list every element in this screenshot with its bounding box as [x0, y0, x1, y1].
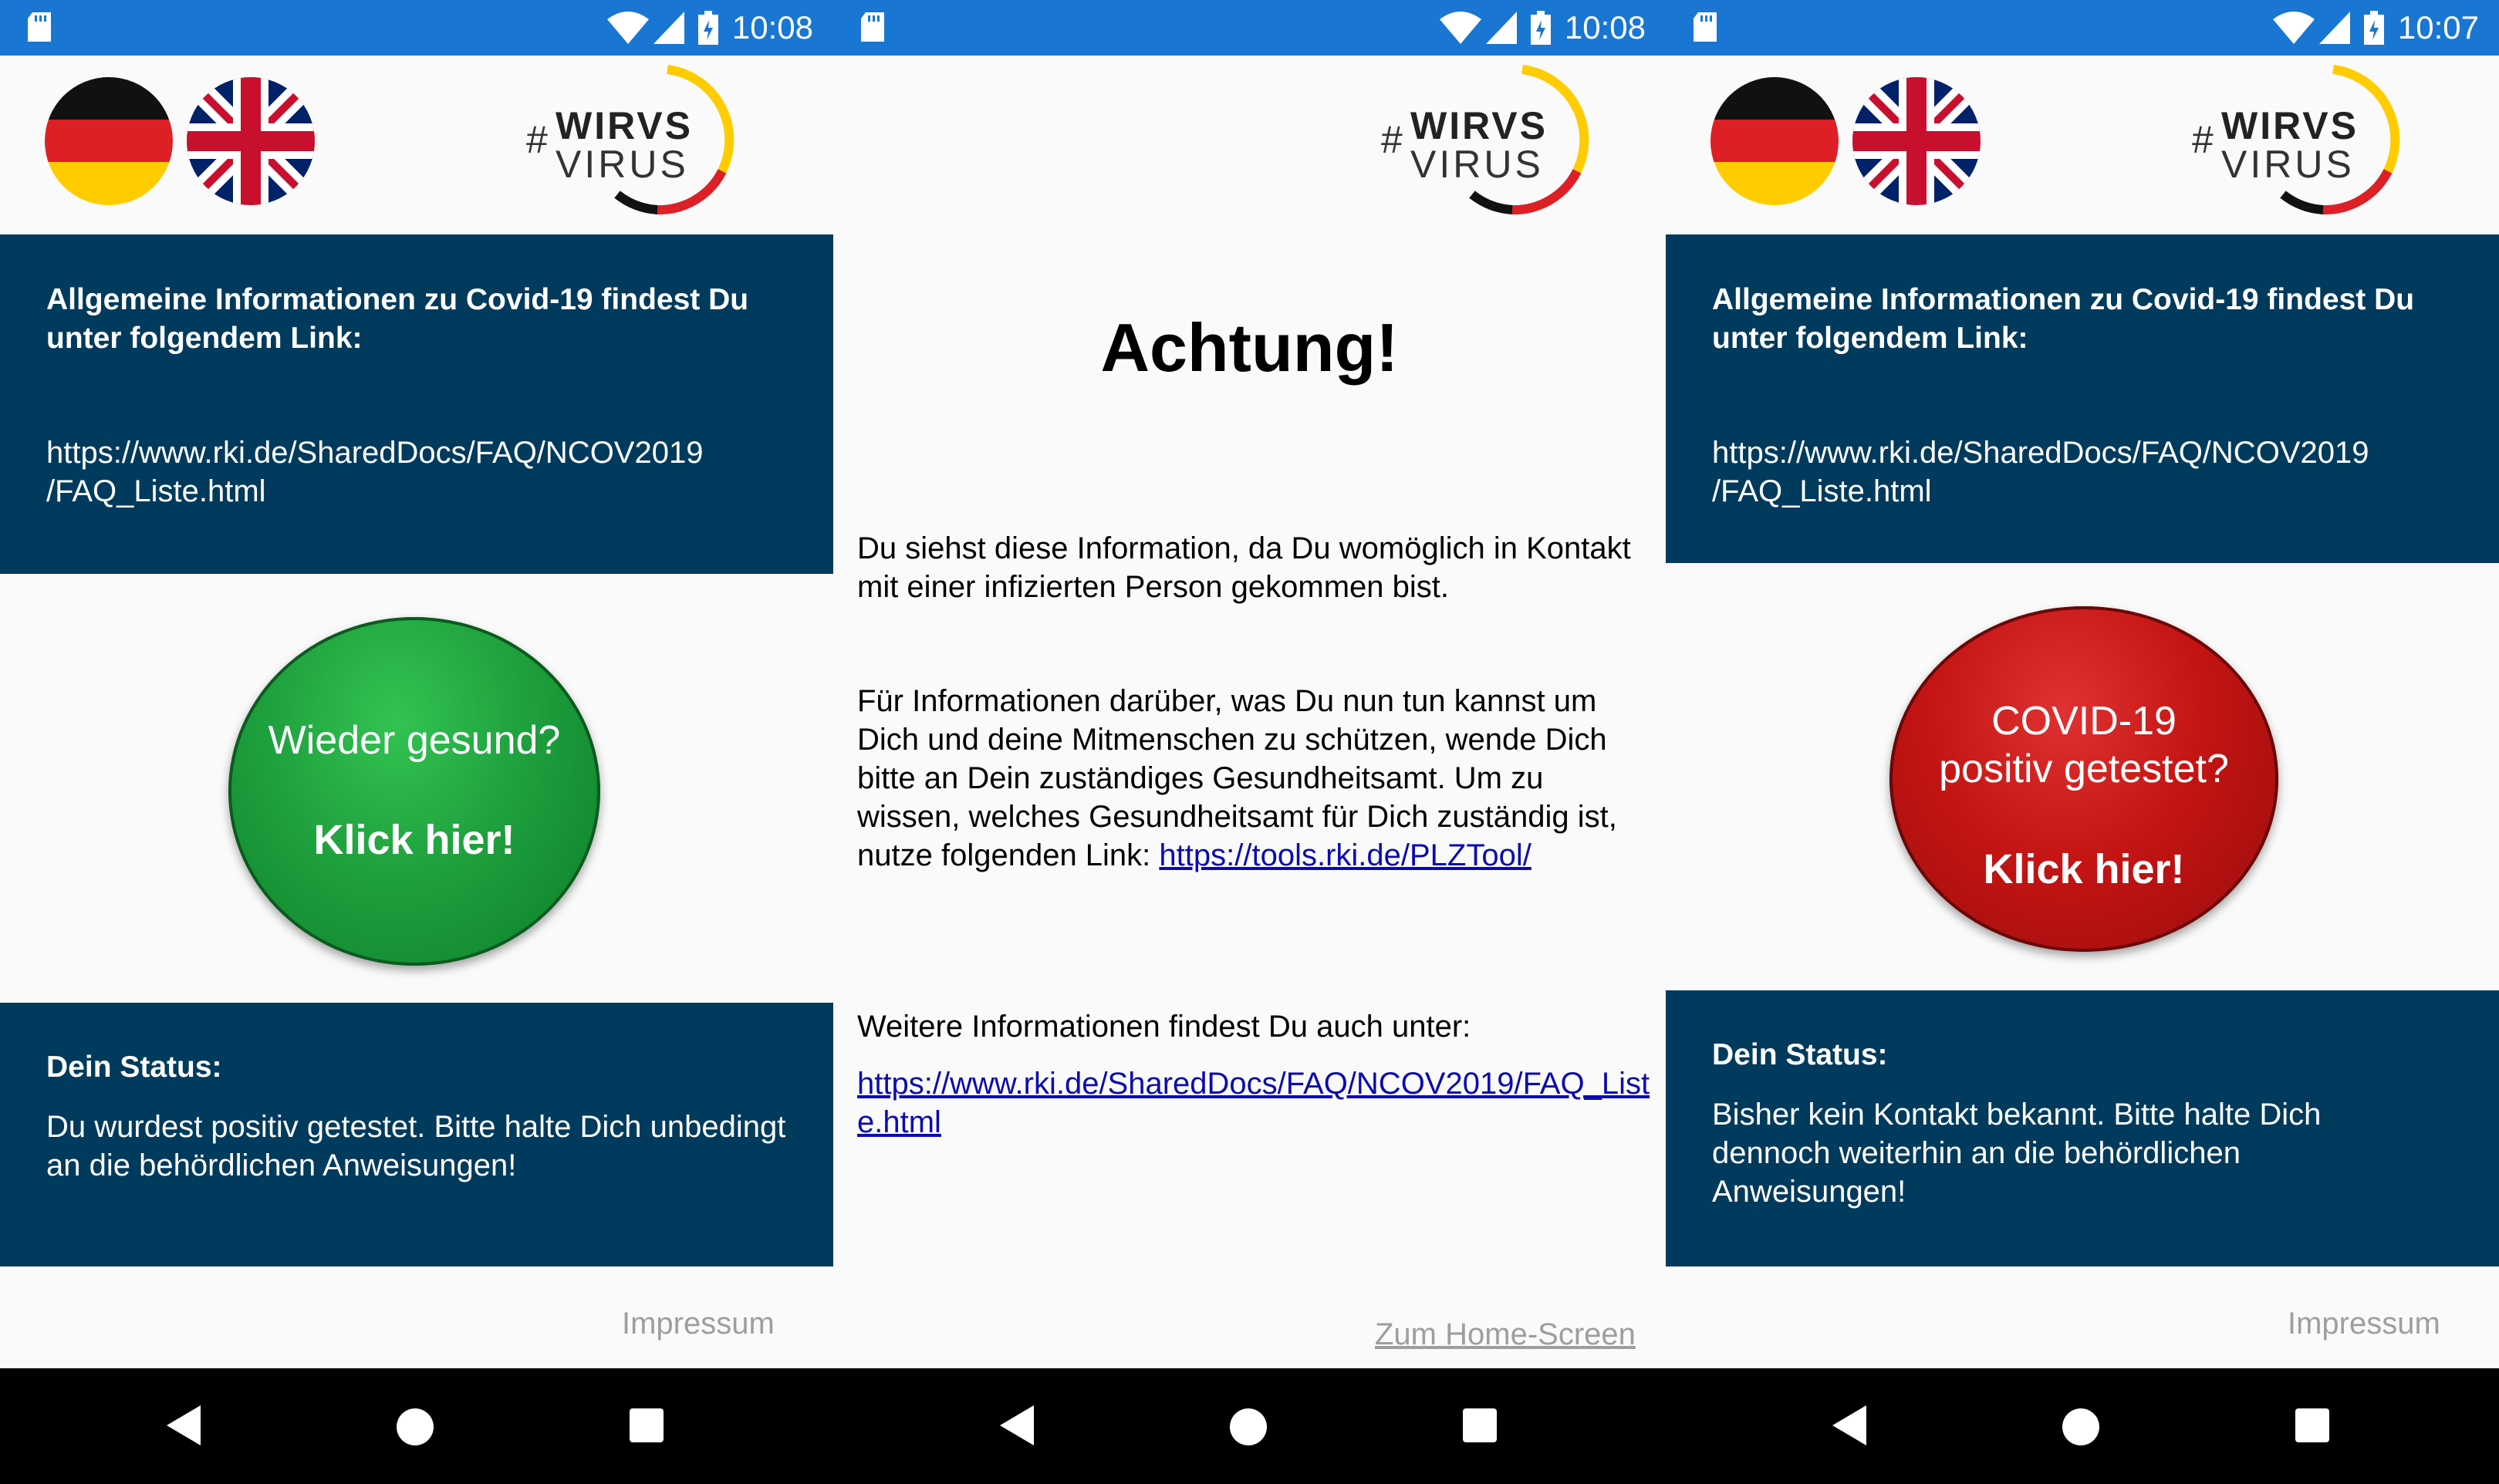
status-bar	[833, 0, 1666, 56]
warning-title: Achtung!	[1100, 309, 1399, 386]
back-icon[interactable]	[167, 1405, 201, 1445]
recent-apps-icon[interactable]	[1463, 1408, 1497, 1442]
warning-paragraph-1: Du siehst diese Information, da Du womöglich in Kontakt mit einer infizierten Person gekommen bist.	[857, 531, 1631, 604]
recovered-button-question: Wieder gesund?	[268, 718, 561, 763]
sd-card-icon	[1694, 12, 1717, 42]
home-icon[interactable]	[397, 1408, 434, 1445]
navigation-bar	[0, 1368, 833, 1484]
german-flag-icon[interactable]	[1710, 77, 1839, 205]
signal-icon	[2319, 12, 2350, 44]
info-box	[1666, 234, 2499, 563]
logo-line1: WIRVS	[556, 104, 693, 147]
sd-card-icon	[28, 12, 51, 42]
warning-paragraph-2-text: Für Informationen darüber, was Du nun tun kannst um Dich und deine Mitmenschen zu schützen, wende Dich bitte an Dein zuständiges Gesundheitsamt. Um zu wissen, welches Gesundheitsamt für Dich zuständig ist, nutze folgenden Link:	[857, 684, 1617, 872]
navigation-bar	[833, 1368, 1666, 1484]
info-box	[0, 234, 833, 574]
recent-apps-icon[interactable]	[630, 1408, 664, 1442]
logo-line1: WIRVS	[2221, 104, 2359, 147]
info-heading: Allgemeine Informationen zu Covid-19 findest Du unter folgendem Link:	[46, 283, 749, 355]
wirvsvirus-logo	[2190, 63, 2426, 218]
report-positive-button[interactable]	[1889, 606, 2278, 952]
status-bar	[1666, 0, 2499, 56]
uk-flag-icon[interactable]	[187, 77, 315, 205]
recent-apps-icon[interactable]	[2295, 1408, 2329, 1442]
signal-icon	[1486, 12, 1517, 44]
recovered-button-cta: Klick hier!	[313, 817, 515, 863]
logo-line2: VIRUS	[1410, 143, 1544, 186]
warning-paragraph-2	[857, 682, 1652, 875]
navigation-bar	[1666, 1368, 2499, 1484]
status-box	[1666, 990, 2499, 1266]
wifi-icon	[2273, 12, 2315, 44]
recovered-button[interactable]	[228, 617, 600, 966]
logo-line2: VIRUS	[556, 143, 689, 186]
status-box	[0, 1003, 833, 1266]
report-positive-button-question: COVID-19 positiv getestet?	[1939, 699, 2229, 791]
uk-flag-icon[interactable]	[1852, 77, 1981, 205]
home-icon[interactable]	[2062, 1408, 2099, 1445]
info-link[interactable]: https://www.rki.de/SharedDocs/FAQ/NCOV2019 /FAQ_Liste.html	[1712, 436, 2369, 508]
status-label: Dein Status:	[46, 1051, 222, 1084]
status-time: 10:07	[2397, 9, 2479, 46]
status-time: 10:08	[1564, 9, 1646, 46]
screen-panel-1	[0, 0, 833, 1484]
logo-line2: VIRUS	[2221, 143, 2355, 186]
back-icon[interactable]	[1832, 1405, 1866, 1445]
logo-hash: #	[1381, 118, 1403, 161]
back-icon[interactable]	[1000, 1405, 1034, 1445]
wirvsvirus-logo	[1380, 63, 1616, 218]
status-label: Dein Status:	[1712, 1038, 1888, 1071]
info-heading: Allgemeine Informationen zu Covid-19 findest Du unter folgendem Link:	[1712, 283, 2415, 355]
home-icon[interactable]	[1230, 1408, 1267, 1445]
screen-panel-3	[1666, 0, 2499, 1484]
plz-tool-link[interactable]: https://tools.rki.de/PLZTool/	[1159, 838, 1531, 872]
status-time: 10:08	[731, 9, 813, 46]
signal-icon	[653, 12, 684, 44]
warning-paragraph-3: Weitere Informationen findest Du auch unter:	[857, 1010, 1471, 1044]
status-text: Du wurdest positiv getestet. Bitte halte Dich unbedingt an die behördlichen Anweisungen!	[46, 1110, 786, 1182]
wifi-icon	[607, 12, 649, 44]
faq-link[interactable]: https://www.rki.de/SharedDocs/FAQ/NCOV2019/FAQ_Liste.html	[857, 1067, 1650, 1139]
battery-icon	[2364, 11, 2384, 45]
info-link[interactable]: https://www.rki.de/SharedDocs/FAQ/NCOV2019 /FAQ_Liste.html	[46, 436, 704, 508]
report-positive-button-cta: Klick hier!	[1983, 846, 2185, 892]
wirvsvirus-logo	[525, 63, 761, 218]
german-flag-icon[interactable]	[45, 77, 173, 205]
impressum-link[interactable]: Impressum	[2288, 1307, 2440, 1341]
impressum-link[interactable]: Impressum	[622, 1307, 775, 1341]
sd-card-icon	[861, 12, 884, 42]
logo-line1: WIRVS	[1410, 104, 1548, 147]
status-text: Bisher kein Kontakt bekannt. Bitte halte Dich dennoch weiterhin an die behördlichen Anweisungen!	[1712, 1098, 2322, 1209]
wifi-icon	[1440, 12, 1481, 44]
battery-icon	[698, 11, 718, 45]
home-screen-link[interactable]: Zum Home-Screen	[1375, 1317, 1636, 1351]
status-bar	[0, 0, 833, 56]
screen-panel-2	[833, 0, 1666, 1484]
battery-icon	[1531, 11, 1551, 45]
logo-hash: #	[2192, 118, 2214, 161]
logo-hash: #	[526, 118, 548, 161]
